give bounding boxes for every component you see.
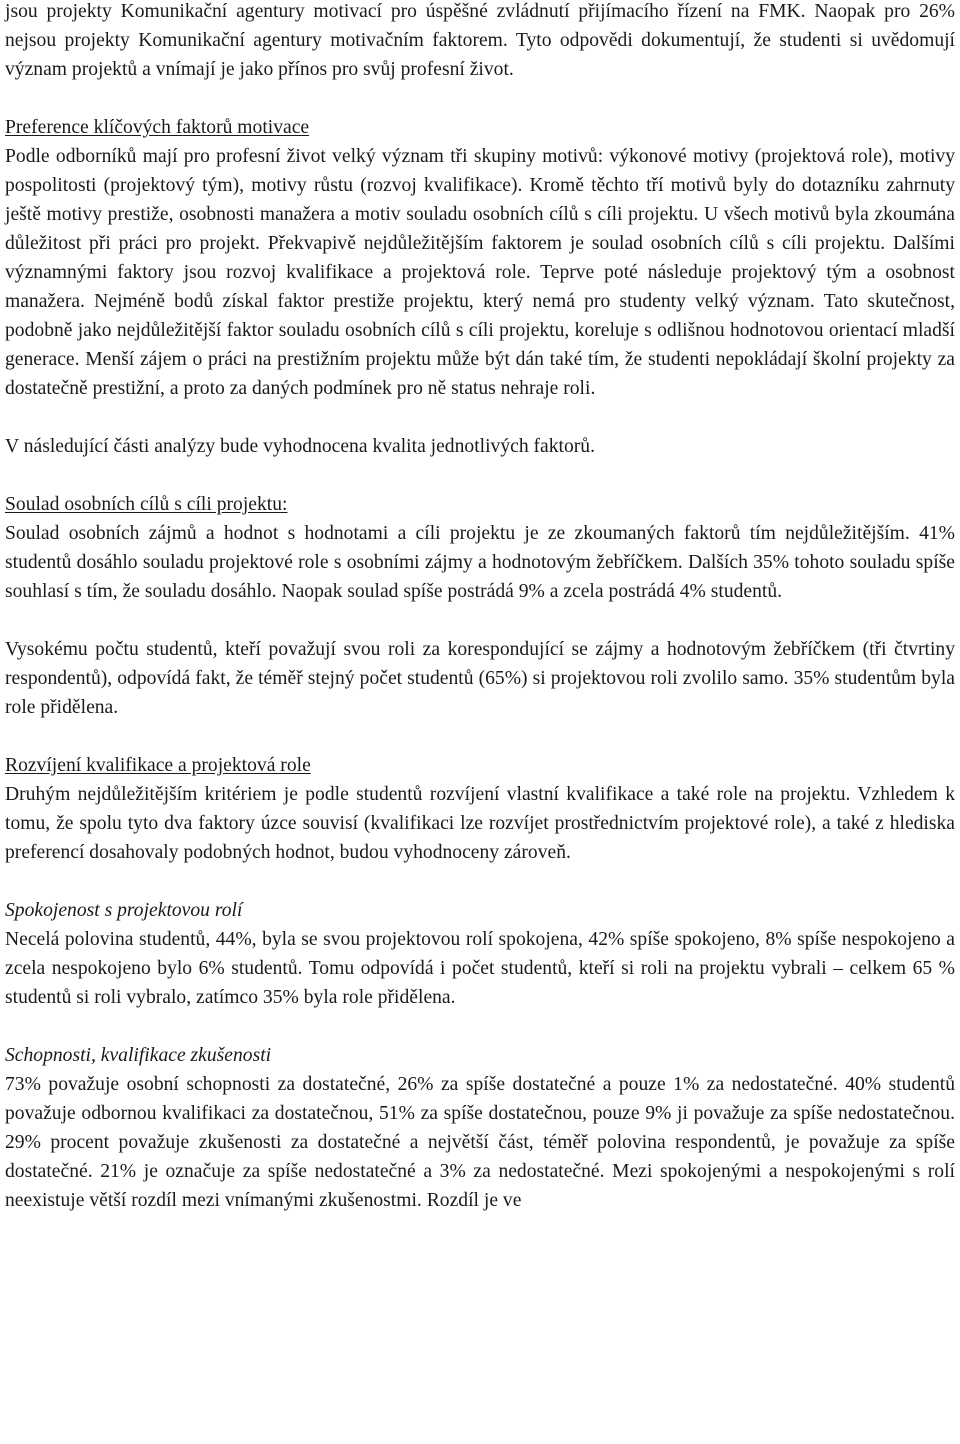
paragraph: Vysokému počtu studentů, kteří považují svou roli za korespondující se zájmy a hodnotovým žebříčkem (tři čtvrtiny respondentů), odpovídá fakt, že téměř stejný počet studentů (65%) si projektovou roli zvolilo samo. 35% studentům byla role přidělena. — [5, 639, 955, 718]
paragraph: Druhým nejdůležitějším kritériem je podle studentů rozvíjení vlastní kvalifikace a také role na projektu. Vzhledem k tomu, že spolu tyto dva faktory úzce souvisí (kvalifikaci lze rozvíjet prostřednictvím projektové role), a také z hlediska preferencí dosahovaly podobných hodnot, budou vyhodnoceny zároveň. — [5, 784, 955, 863]
paragraph: Necelá polovina studentů, 44%, byla se svou projektovou rolí spokojena, 42% spíše spokojeno, 8% spíše nespokojeno a zcela nespokojeno bylo 6% studentů. Tomu odpovídá i počet studentů, kteří si roli na projektu vybrali – celkem 65 % studentů si roli vybralo, zatímco 35% byla role přidělena. — [5, 929, 955, 1008]
subsection-heading-skills-experience: Schopnosti, kvalifikace zkušenosti — [5, 1045, 272, 1066]
document-page — [5, 0, 955, 1215]
section-motivation-preferences — [5, 113, 955, 461]
paragraph: 73% považuje osobní schopnosti za dostatečné, 26% za spíše dostatečné a pouze 1% za nedostatečné. 40% studentů považuje odbornou kvalifikaci za dostatečnou, 51% za spíše dostatečnou, pouze 9% ji považuje za spíše nedostatečnou. 29% procent považuje zkušenosti za dostatečné a největší část, téměř polovina respondentů, je považuje za spíše dostatečné. 21% je označuje za spíše nedostatečné a 3% za nedostatečné. Mezi spokojenými a nespokojenými s rolí neexistuje větší rozdíl mezi vnímanými zkušenostmi. Rozdíl je ve — [5, 1074, 955, 1211]
paragraph: V následující části analýzy bude vyhodnocena kvalita jednotlivých faktorů. — [5, 436, 595, 457]
section-heading-motivation-preferences: Preference klíčových faktorů motivace — [5, 117, 310, 138]
section-skills-experience — [5, 1041, 955, 1215]
section-heading-qualification-role: Rozvíjení kvalifikace a projektová role — [5, 755, 311, 776]
paragraph: Podle odborníků mají pro profesní život velký význam tři skupiny motivů: výkonové motivy (projektová role), motivy pospolitosti (projektový tým), motivy růstu (rozvoj kvalifikace). Kromě těchto tří motivů byly do dotazníku zahrnuty ještě motivy prestiže, osobnosti manažera a motiv souladu osobních cílů s cíli projektu. U všech motivů byla zkoumána důležitost při práci pro projekt. Překvapivě nejdůležitějším faktorem je soulad osobních cílů s cíli projektu. Dalšími významnými faktory jsou rozvoj kvalifikace a projektová role. Teprve poté následuje projektový tým a osobnost manažera. Nejméně bodů získal faktor prestiže projektu, který nemá pro studenty velký význam. Tato skutečnost, podobně jako nejdůležitější faktor souladu osobních cílů s cíli projektu, koreluje s odlišnou hodnotovou orientací mladší generace. Menší zájem o práci na prestižním projektu může být dán také tím, že studenti nepokládají školní projekty za dostatečně prestižní, a proto za daných podmínek pro ně status nehraje roli. — [5, 146, 955, 399]
section-goal-alignment — [5, 490, 955, 722]
section-qualification-role — [5, 751, 955, 867]
section-heading-goal-alignment: Soulad osobních cílů s cíli projektu: — [5, 494, 288, 515]
intro-paragraph: jsou projekty Komunikační agentury motivací pro úspěšné zvládnutí přijímacího řízení na FMK. Naopak pro 26% nejsou projekty Komunikační agentury motivačním faktorem. Tyto odpovědi dokumentují, že studenti si uvědomují význam projektů a vnímají je jako přínos pro svůj profesní život. — [5, 1, 955, 80]
subsection-heading-role-satisfaction: Spokojenost s projektovou rolí — [5, 900, 243, 921]
section-role-satisfaction — [5, 896, 955, 1012]
paragraph: Soulad osobních zájmů a hodnot s hodnotami a cíli projektu je ze zkoumaných faktorů tím nejdůležitějším. 41% studentů dosáhlo souladu projektové role s osobními zájmy a hodnotovým žebříčkem. Dalších 35% tohoto souladu spíše souhlasí s tím, že souladu dosáhlo. Naopak soulad spíše postrádá 9% a zcela postrádá 4% studentů. — [5, 523, 955, 602]
